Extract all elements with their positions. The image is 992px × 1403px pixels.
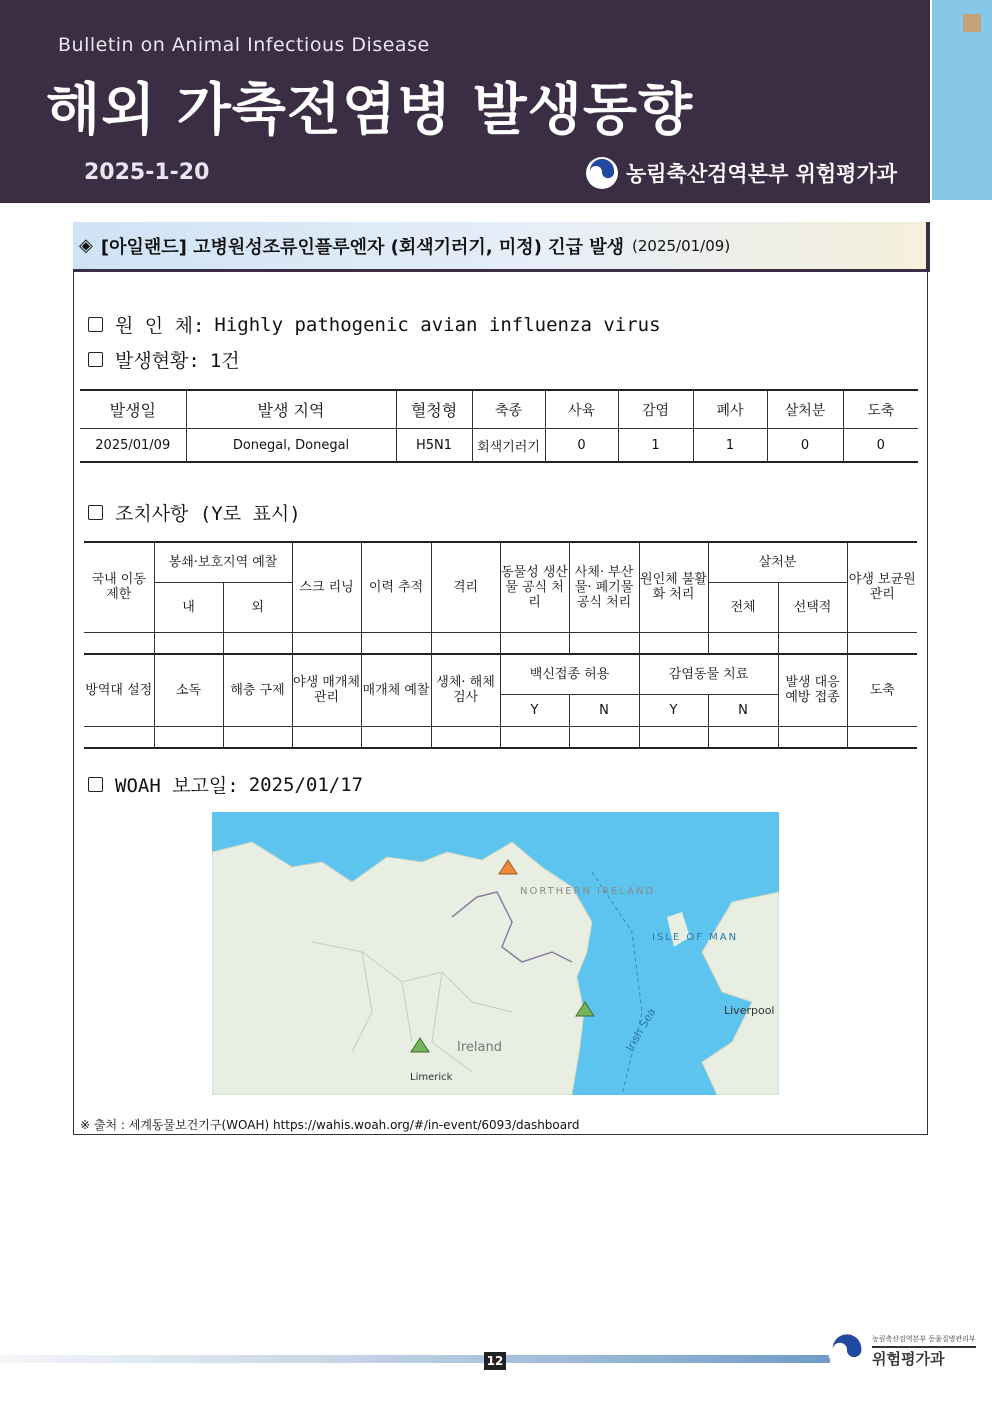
header-band: [0, 0, 930, 203]
header-accent-square: [963, 14, 981, 32]
measure-value: [639, 632, 708, 654]
taegeuk-emblem-icon: [828, 1332, 866, 1370]
map-label-isle-of-man: ISLE OF MAN: [652, 932, 739, 943]
measure-value: [847, 726, 917, 748]
measure-zone-out: 외: [223, 582, 292, 632]
measure-pest: 해충 구제: [223, 654, 292, 726]
measure-value: [639, 726, 708, 748]
table-header-row: [80, 390, 918, 429]
issue-date: 2025-1-20: [84, 160, 210, 185]
measure-treat-y: Y: [639, 694, 708, 726]
measure-screening: 스크 리닝: [292, 542, 361, 632]
header-org-name: 농림축산검역본부 위험평가과: [626, 162, 898, 186]
map-label-limerick: Limerick: [410, 1072, 453, 1083]
measure-value: [154, 726, 223, 748]
report-banner: [73, 222, 930, 272]
pathogen-value: Highly pathogenic avian influenza virus: [214, 313, 661, 336]
footer-line: [0, 1355, 830, 1363]
measure-vaccine-y: Y: [500, 694, 569, 726]
measure-value: [154, 632, 223, 654]
measure-value: [292, 726, 361, 748]
col-header: 살처분: [767, 390, 843, 429]
table-cell: 회색기러기: [472, 429, 545, 463]
header-subtitle: Bulletin on Animal Infectious Disease: [58, 34, 430, 56]
banner-date: (2025/01/09): [632, 236, 731, 255]
header-side-accent: [932, 0, 992, 200]
map-label-liverpool: Liverpool: [724, 1004, 775, 1017]
measures-line: [88, 499, 301, 526]
woah-line: [88, 771, 363, 798]
page-title: 해외 가축전염병 발생동향: [46, 78, 694, 143]
measure-value: [431, 726, 500, 748]
checkbox-icon: [88, 352, 103, 367]
col-header: 축종: [472, 390, 545, 429]
measure-treat: 감염동물 치료: [639, 654, 778, 694]
outbreak-table: [80, 389, 918, 463]
col-header: 발생일: [80, 390, 186, 429]
taegeuk-emblem-icon: [586, 157, 618, 189]
table-cell: 2025/01/09: [80, 429, 186, 463]
measures-header-row-1: [84, 542, 917, 582]
table-cell: 0: [767, 429, 843, 463]
measure-vector-surveillance: 매개체 예찰: [361, 654, 431, 726]
col-header: 혈청형: [396, 390, 472, 429]
measure-pathogen-inactivation: 원인체 불활화 처리: [639, 542, 708, 632]
table-cell: Donegal, Donegal: [186, 429, 396, 463]
measure-vaccine-n: N: [569, 694, 639, 726]
checkbox-icon: [88, 777, 103, 792]
measure-slaughter: 도축: [847, 654, 917, 726]
footer-org-big: 위험평가과: [872, 1349, 945, 1368]
measure-zone-setup: 방역대 설정: [84, 654, 154, 726]
measure-cull-select: 선택적: [778, 582, 847, 632]
measure-treat-n: N: [708, 694, 778, 726]
col-header: 도축: [843, 390, 918, 429]
banner-title: [아일랜드] 고병원성조류인플루엔자 (회색기러기, 미정) 긴급 발생: [100, 236, 625, 258]
measure-live-test: 생체· 해체 검사: [431, 654, 500, 726]
measure-value: [223, 632, 292, 654]
pathogen-line: [88, 311, 661, 338]
measure-value: [500, 632, 569, 654]
measure-zone-in: 내: [154, 582, 223, 632]
table-cell: H5N1: [396, 429, 472, 463]
map-land-ireland: [212, 842, 592, 1095]
status-value: 1건: [209, 350, 240, 372]
pathogen-label: 원 인 체:: [115, 315, 205, 337]
map-label-irish-sea: Irish Sea: [623, 1005, 659, 1054]
measure-value: [84, 726, 154, 748]
table-row: [80, 429, 918, 463]
map-image: [212, 812, 779, 1095]
measure-carcass: 사체· 부산물· 폐기물 공식 처리: [569, 542, 639, 632]
measure-culling: 살처분: [708, 542, 847, 582]
col-header: 사육: [545, 390, 618, 429]
measure-value: [431, 632, 500, 654]
measure-cull-all: 전체: [708, 582, 778, 632]
footer-org: [828, 1332, 976, 1370]
banner-symbol: ◈: [79, 235, 93, 256]
measure-value: [708, 632, 778, 654]
woah-label: WOAH 보고일:: [115, 775, 239, 797]
measures-value-row-2: [84, 726, 917, 748]
measure-value: [292, 632, 361, 654]
map-label-northern-ireland: NORTHERN IRELAND: [520, 886, 656, 897]
measure-value: [778, 632, 847, 654]
measure-value: [708, 726, 778, 748]
measure-domestic: 국내 이동 제한: [84, 542, 154, 632]
measure-value: [847, 632, 917, 654]
col-header: 감염: [618, 390, 693, 429]
measure-value: [500, 726, 569, 748]
measure-animal-products: 동물성 생산물 공식 처리: [500, 542, 569, 632]
status-line: [88, 346, 240, 373]
footer-org-small: 농림축산검역본부 동물질병관리부: [872, 1334, 976, 1348]
woah-date: 2025/01/17: [248, 773, 364, 796]
measure-zone: 봉쇄·보호지역 예찰: [154, 542, 292, 582]
measure-value: [569, 632, 639, 654]
measures-label: 조치사항 (Y로 표시): [115, 503, 301, 525]
measure-disinfect: 소독: [154, 654, 223, 726]
measure-value: [223, 726, 292, 748]
source-note: ※ 출처 : 세계동물보건기구(WOAH) https://wahis.woah.org/#/in-event/6093/dashboard: [80, 1118, 580, 1132]
col-header: 발생 지역: [186, 390, 396, 429]
measure-value: [361, 632, 431, 654]
table-cell: 0: [843, 429, 918, 463]
measure-value: [361, 726, 431, 748]
outbreak-map: [212, 812, 779, 1095]
measure-value: [569, 726, 639, 748]
header-org: [586, 157, 897, 189]
measures-value-row-1: [84, 632, 917, 654]
map-label-ireland: Ireland: [457, 1040, 502, 1055]
measure-wild-vector: 야생 매개체 관리: [292, 654, 361, 726]
page-number: 12: [484, 1352, 506, 1370]
measure-trace: 이력 추적: [361, 542, 431, 632]
table-cell: 1: [693, 429, 767, 463]
status-label: 발생현황:: [115, 350, 200, 372]
measures-header-row-3: [84, 654, 917, 694]
measure-prevent-vax: 발생 대응 예방 접종: [778, 654, 847, 726]
checkbox-icon: [88, 317, 103, 332]
measure-vaccine: 백신접종 허용: [500, 654, 639, 694]
measure-value: [778, 726, 847, 748]
checkbox-icon: [88, 505, 103, 520]
table-cell: 0: [545, 429, 618, 463]
measures-table: [84, 541, 917, 749]
measure-wild-reservoir: 야생 보균원 관리: [847, 542, 917, 632]
table-cell: 1: [618, 429, 693, 463]
measure-value: [84, 632, 154, 654]
col-header: 폐사: [693, 390, 767, 429]
measure-quarantine: 격리: [431, 542, 500, 632]
